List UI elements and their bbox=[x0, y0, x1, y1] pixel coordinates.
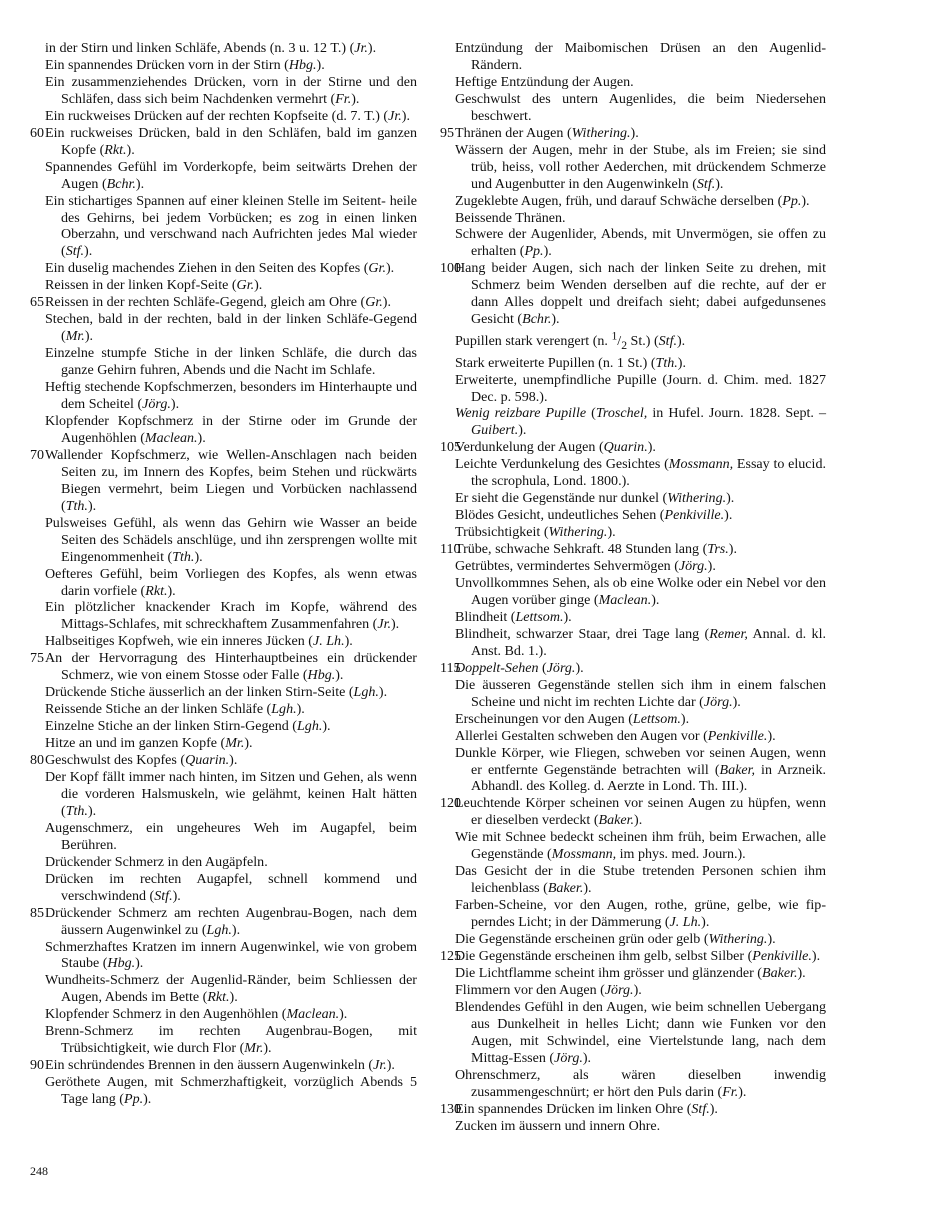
entry-text: Ein spannendes Drücken vorn in der Stirn (Hbg.). bbox=[45, 56, 325, 73]
symptom-entry bbox=[30, 650, 417, 684]
symptom-entry bbox=[30, 260, 417, 277]
symptom-entry bbox=[30, 1057, 417, 1074]
symptom-entry bbox=[440, 931, 826, 948]
symptom-entry bbox=[30, 193, 417, 261]
entry-text: Ein ruckweises Drücken, bald in den Schläfen, bald im ganzen Kopfe (Rkt.). bbox=[45, 124, 417, 158]
symptom-entry bbox=[440, 711, 826, 728]
entry-text: Ein spannendes Drücken im linken Ohre (Stf.). bbox=[455, 1100, 718, 1117]
entry-text: Blindheit (Lettsom.). bbox=[455, 608, 572, 625]
symptom-entry bbox=[440, 439, 826, 456]
entry-text: Wenig reizbare Pupille (Troschel, in Hufel. Journ. 1828. Sept. – Guibert.). bbox=[455, 405, 826, 439]
entry-text: Wie mit Schnee bedeckt scheinen ihm früh, beim Erwachen, alle Gegenstände (Mossmann, im phys. med. Journ.). bbox=[455, 829, 826, 863]
entry-text: Hang beider Augen, sich nach der linken Seite zu drehen, mit Schmerz beim Wenden derselben auf die rechte, auf der er dann Alles doppelt und dreifach sieht; dabei aufgedunsenes Gesicht (Bchr.). bbox=[455, 260, 826, 328]
symptom-entry bbox=[440, 795, 826, 829]
entry-number: 95 bbox=[440, 124, 455, 141]
symptom-entry bbox=[30, 684, 417, 701]
entry-text: Heftige Entzündung der Augen. bbox=[455, 73, 634, 90]
symptom-entry bbox=[440, 541, 826, 558]
symptom-entry bbox=[440, 575, 826, 609]
entry-text: Flimmern vor den Augen (Jörg.). bbox=[455, 981, 642, 998]
entry-number: 110 bbox=[440, 541, 461, 558]
symptom-entry bbox=[30, 1006, 417, 1023]
symptom-entry bbox=[440, 355, 826, 372]
symptom-entry bbox=[440, 507, 826, 524]
entry-text: Einzelne stumpfe Stiche in der linken Schläfe, die durch das ganze Gehirn fuhren, Abends und die Nacht im Schlafe. bbox=[45, 345, 417, 379]
symptom-entry bbox=[440, 829, 826, 863]
entry-text: Brenn-Schmerz im rechten Augenbrau-Bogen, mit Trübsichtigkeit, wie durch Flor (Mr.). bbox=[45, 1023, 417, 1057]
entry-text: in der Stirn und linken Schläfe, Abends (n. 3 u. 12 T.) (Jr.). bbox=[45, 40, 377, 56]
entry-text: Geschwulst des Kopfes (Quarin.). bbox=[45, 752, 238, 769]
symptom-entry bbox=[30, 972, 417, 1006]
symptom-entry bbox=[440, 372, 826, 406]
entry-text: Ein stichartiges Spannen auf einer kleinen Stelle im Seitent- heile des Gehirns, bei jedem Vorbücken; es zog in einen linken Oberzahn, und verschwand nach Aufrichten jedes Mal wieder (Stf.). bbox=[45, 192, 417, 260]
entry-text: Thränen der Augen (Withering.). bbox=[455, 124, 639, 141]
entry-text: Augenschmerz, ein ungeheures Weh im Augapfel, beim Berühren. bbox=[45, 819, 417, 853]
entry-text: Reissen in der rechten Schläfe-Gegend, gleich am Ohre (Gr.). bbox=[45, 294, 391, 311]
symptom-entry bbox=[440, 948, 826, 965]
symptom-entry bbox=[440, 1101, 826, 1118]
entry-text: Ein zusammenziehendes Drücken, vorn in der Stirne und den Schläfen, dass sich beim Nachdenken vermehrt (Fr.). bbox=[45, 73, 417, 107]
entry-text: Erweiterte, unempfindliche Pupille (Journ. d. Chim. med. 1827 Dec. p. 598.). bbox=[455, 371, 826, 405]
entry-text: Drückender Schmerz in den Augäpfeln. bbox=[45, 853, 268, 870]
symptom-entry bbox=[30, 854, 417, 871]
symptom-entry bbox=[30, 311, 417, 345]
entry-text: Wundheits-Schmerz der Augenlid-Ränder, beim Schliessen der Augen, Abends im Bette (Rkt.). bbox=[45, 972, 417, 1006]
symptom-entry bbox=[440, 193, 826, 210]
symptom-entry bbox=[30, 752, 417, 769]
entry-text: Drücken im rechten Augapfel, schnell kommend und verschwindend (Stf.). bbox=[45, 870, 417, 904]
page-number: 248 bbox=[30, 1164, 48, 1178]
symptom-entry bbox=[440, 260, 826, 328]
symptom-entry bbox=[440, 558, 826, 575]
symptom-entry bbox=[30, 905, 417, 939]
entry-number: 85 bbox=[30, 904, 45, 921]
entry-number: 105 bbox=[440, 439, 462, 456]
symptom-entry bbox=[440, 609, 826, 626]
entry-number: 130 bbox=[440, 1100, 462, 1117]
symptom-entry bbox=[30, 57, 417, 74]
entry-number: 115 bbox=[440, 659, 461, 676]
entry-text: Das Gesicht der in die Stube tretenden Personen schien ihm leichenblass (Baker.). bbox=[455, 863, 826, 897]
symptom-entry bbox=[30, 345, 417, 379]
entry-number: 80 bbox=[30, 752, 45, 769]
entry-number: 70 bbox=[30, 446, 45, 463]
entry-text: Oefteres Gefühl, beim Vorliegen des Kopfes, als wenn etwas darin vorfiele (Rkt.). bbox=[45, 565, 417, 599]
entry-text: Allerlei Gestalten schweben den Augen vor (Penkiville.). bbox=[455, 727, 776, 744]
symptom-entry bbox=[30, 633, 417, 650]
entry-text: Die äusseren Gegenstände stellen sich ihm in einem falschen Scheine und nicht im rechten Lichte dar (Jörg.). bbox=[455, 676, 826, 710]
entry-text: Zugeklebte Augen, früh, und darauf Schwäche derselben (Pp.). bbox=[455, 192, 810, 209]
symptom-entry bbox=[440, 626, 826, 660]
symptom-entry bbox=[440, 226, 826, 260]
symptom-entry bbox=[440, 40, 826, 74]
entry-text: Blindheit, schwarzer Staar, drei Tage lang (Remer, Annal. d. kl. Anst. Bd. 1.). bbox=[455, 625, 826, 659]
right-column bbox=[440, 40, 826, 1134]
entry-text: Leichte Verdunkelung des Gesichtes (Mossmann, Essay to elucid. the scrophula, Lond. 1800.). bbox=[455, 456, 826, 490]
entry-text: Der Kopf fällt immer nach hinten, im Sitzen und Gehen, als wenn die vorderen Halsmuskeln, wie gelähmt, keinen Halt hätten (Tth.). bbox=[45, 768, 417, 819]
symptom-entry bbox=[30, 1074, 417, 1108]
symptom-entry bbox=[440, 982, 826, 999]
left-column bbox=[30, 40, 417, 1108]
entry-text: Ein ruckweises Drücken auf der rechten Kopfseite (d. 7. T.) (Jr.). bbox=[45, 107, 410, 124]
symptom-entry bbox=[30, 40, 417, 57]
entry-text: An der Hervorragung des Hinterhauptbeines ein drückender Schmerz, wie von einem Stosse oder Falle (Hbg.). bbox=[45, 650, 417, 684]
symptom-entry bbox=[30, 566, 417, 600]
entry-text: Zucken im äussern und innern Ohre. bbox=[455, 1117, 661, 1134]
entry-text: Dunkle Körper, wie Fliegen, schweben vor seinen Augen, wenn er entfernte Gegenstände betrachten will (Baker, in Arzneik. Abhandl. des Kolleg. d. Aerzte in Lond. Th. III.). bbox=[455, 744, 826, 795]
entry-text: Ein duselig machendes Ziehen in den Seiten des Kopfes (Gr.). bbox=[45, 260, 395, 277]
entry-text: Geröthete Augen, mit Schmerzhaftigkeit, vorzüglich Abends 5 Tage lang (Pp.). bbox=[45, 1074, 417, 1108]
symptom-entry bbox=[440, 1067, 826, 1101]
entry-text: Drückender Schmerz am rechten Augenbrau-Bogen, nach dem äussern Augenwinkel zu (Lgh.). bbox=[45, 904, 417, 938]
symptom-entry bbox=[440, 999, 826, 1067]
symptom-entry bbox=[30, 277, 417, 294]
symptom-entry bbox=[30, 939, 417, 973]
entry-text: Getrübtes, vermindertes Sehvermögen (Jörg.). bbox=[455, 558, 716, 575]
symptom-entry bbox=[440, 405, 826, 439]
entry-text: Er sieht die Gegenstände nur dunkel (Withering.). bbox=[455, 490, 735, 507]
entry-text: Schmerzhaftes Kratzen im innern Augenwinkel, wie von grobem Staube (Hbg.). bbox=[45, 938, 417, 972]
entry-text: Reissende Stiche an der linken Schläfe (Lgh.). bbox=[45, 701, 305, 718]
entry-text: Beissende Thränen. bbox=[455, 209, 566, 226]
entry-text: Heftig stechende Kopfschmerzen, besonders im Hinterhaupte und dem Scheitel (Jörg.). bbox=[45, 379, 417, 413]
entry-text: Unvollkommnes Sehen, als ob eine Wolke oder ein Nebel vor den Augen vorüber ginge (Maclean.). bbox=[455, 575, 826, 608]
symptom-entry bbox=[440, 660, 826, 677]
symptom-entry bbox=[440, 125, 826, 142]
symptom-entry bbox=[440, 74, 826, 91]
entry-text: Klopfender Schmerz in den Augenhöhlen (Maclean.). bbox=[45, 1006, 348, 1023]
symptom-entry bbox=[30, 701, 417, 718]
symptom-entry bbox=[440, 210, 826, 227]
entry-text: Wallender Kopfschmerz, wie Wellen-Anschlagen nach beiden Seiten zu, im Innern des Kopfes, beim Stehen und rückwärts Biegen vermehrt, beim Liegen und Vorbücken nachlassend (Tth.). bbox=[45, 446, 417, 514]
symptom-entry bbox=[440, 490, 826, 507]
entry-text: Ein plötzlicher knackender Krach im Kopfe, während des Mittags-Schlafes, mit schreckhaftem Zusammenfahren (Jr.). bbox=[45, 599, 417, 633]
entry-text: Doppelt-Sehen (Jörg.). bbox=[455, 659, 584, 676]
symptom-entry bbox=[30, 820, 417, 854]
symptom-entry bbox=[30, 1023, 417, 1057]
entry-text: Farben-Scheine, vor den Augen, rothe, grüne, gelbe, wie fip- perndes Licht; in der Dämmerung (J. Lh.). bbox=[455, 897, 826, 931]
entry-number: 65 bbox=[30, 294, 45, 311]
symptom-entry bbox=[30, 769, 417, 820]
entry-text: Trübsichtigkeit (Withering.). bbox=[455, 524, 616, 541]
entry-text: Reissen in der linken Kopf-Seite (Gr.). bbox=[45, 277, 263, 294]
entry-text: Halbseitiges Kopfweh, wie ein inneres Jücken (J. Lh.). bbox=[45, 633, 353, 650]
entry-text: Wässern der Augen, mehr in der Stube, als im Freien; sie sind trüb, heiss, voll rother Aederchen, mit drückendem Schmerze und Augenbutter in den Augenwinkeln (Stf.). bbox=[455, 141, 826, 192]
symptom-entry bbox=[30, 125, 417, 159]
entry-number: 125 bbox=[440, 947, 462, 964]
entry-number: 75 bbox=[30, 650, 45, 667]
entry-text: Schwere der Augenlider, Abends, mit Unvermögen, sie offen zu erhalten (Pp.). bbox=[455, 226, 826, 260]
entry-text: Erscheinungen vor den Augen (Lettsom.). bbox=[455, 710, 690, 727]
entry-text: Ein schründendes Brennen in den äussern Augenwinkeln (Jr.). bbox=[45, 1057, 395, 1074]
entry-text: Entzündung der Maibomischen Drüsen an den Augenlid-Rändern. bbox=[455, 40, 826, 73]
symptom-entry bbox=[30, 718, 417, 735]
entry-text: Blödes Gesicht, undeutliches Sehen (Penkiville.). bbox=[455, 507, 733, 524]
entry-text: Einzelne Stiche an der linken Stirn-Gegend (Lgh.). bbox=[45, 718, 331, 735]
entry-text: Stark erweiterte Pupillen (n. 1 St.) (Tth.). bbox=[455, 354, 686, 371]
entry-text: Spannendes Gefühl im Vorderkopfe, beim seitwärts Drehen der Augen (Bchr.). bbox=[45, 158, 417, 192]
entry-text: Die Gegenstände erscheinen grün oder gelb (Withering.). bbox=[455, 931, 776, 948]
symptom-entry bbox=[30, 379, 417, 413]
symptom-entry bbox=[30, 413, 417, 447]
symptom-entry bbox=[30, 159, 417, 193]
entry-text: Geschwulst des untern Augenlides, die beim Niedersehen beschwert. bbox=[455, 90, 826, 124]
symptom-entry bbox=[440, 328, 826, 354]
entry-number: 120 bbox=[440, 795, 462, 812]
entry-number: 60 bbox=[30, 124, 45, 141]
symptom-entry bbox=[440, 142, 826, 193]
symptom-entry bbox=[440, 524, 826, 541]
entry-text: Hitze an und im ganzen Kopfe (Mr.). bbox=[45, 735, 253, 752]
symptom-entry bbox=[440, 91, 826, 125]
entry-text: Ohrenschmerz, als wären dieselben inwendig zusammengeschnürt; er hört den Puls darin (Fr.). bbox=[455, 1066, 826, 1100]
entry-text: Blendendes Gefühl in den Augen, wie beim schnellen Uebergang aus Dunkelheit in helles Licht; dann wie Funken vor den Augen, mit Schwindel, eine Viertelstunde lang, nach dem Mittag-Essen (Jörg.). bbox=[455, 998, 826, 1066]
entry-text: Drückende Stiche äusserlich an der linken Stirn-Seite (Lgh.). bbox=[45, 684, 388, 701]
symptom-entry bbox=[440, 1118, 826, 1135]
symptom-entry bbox=[30, 74, 417, 108]
symptom-entry bbox=[30, 599, 417, 633]
symptom-entry bbox=[30, 447, 417, 515]
entry-text: Die Gegenstände erscheinen ihm gelb, selbst Silber (Penkiville.). bbox=[455, 947, 821, 964]
symptom-entry bbox=[440, 745, 826, 796]
symptom-entry bbox=[30, 294, 417, 311]
entry-text: Pulsweises Gefühl, als wenn das Gehirn wie Wasser an beide Seiten des Schädels anschlüge, und ihn zersprengen wollte mit Eingenommenheit (Tth.). bbox=[45, 514, 417, 565]
symptom-entry bbox=[440, 456, 826, 490]
symptom-entry bbox=[440, 677, 826, 711]
entry-text: Klopfender Kopfschmerz in der Stirne oder im Grunde der Augenhöhlen (Maclean.). bbox=[45, 412, 417, 446]
entry-text: Stechen, bald in der rechten, bald in der linken Schläfe-Gegend (Mr.). bbox=[45, 311, 417, 345]
entry-number: 100 bbox=[440, 260, 462, 277]
symptom-entry bbox=[440, 728, 826, 745]
entry-text: Verdunkelung der Augen (Quarin.). bbox=[455, 439, 656, 456]
symptom-entry bbox=[30, 108, 417, 125]
entry-number: 90 bbox=[30, 1057, 45, 1074]
entry-text: Die Lichtflamme scheint ihm grösser und glänzender (Baker.). bbox=[455, 964, 806, 981]
entry-text: Pupillen stark verengert (n. $^1/_2$ St.) (Stf.). bbox=[455, 329, 686, 352]
symptom-entry bbox=[30, 515, 417, 566]
symptom-entry bbox=[440, 965, 826, 982]
symptom-entry bbox=[30, 735, 417, 752]
symptom-entry bbox=[30, 871, 417, 905]
entry-text: Leuchtende Körper scheinen vor seinen Augen zu hüpfen, wenn er dieselben verdeckt (Baker.). bbox=[455, 795, 826, 829]
symptom-entry bbox=[440, 897, 826, 931]
entry-text: Trübe, schwache Sehkraft. 48 Stunden lang (Trs.). bbox=[455, 541, 737, 558]
symptom-entry bbox=[440, 863, 826, 897]
